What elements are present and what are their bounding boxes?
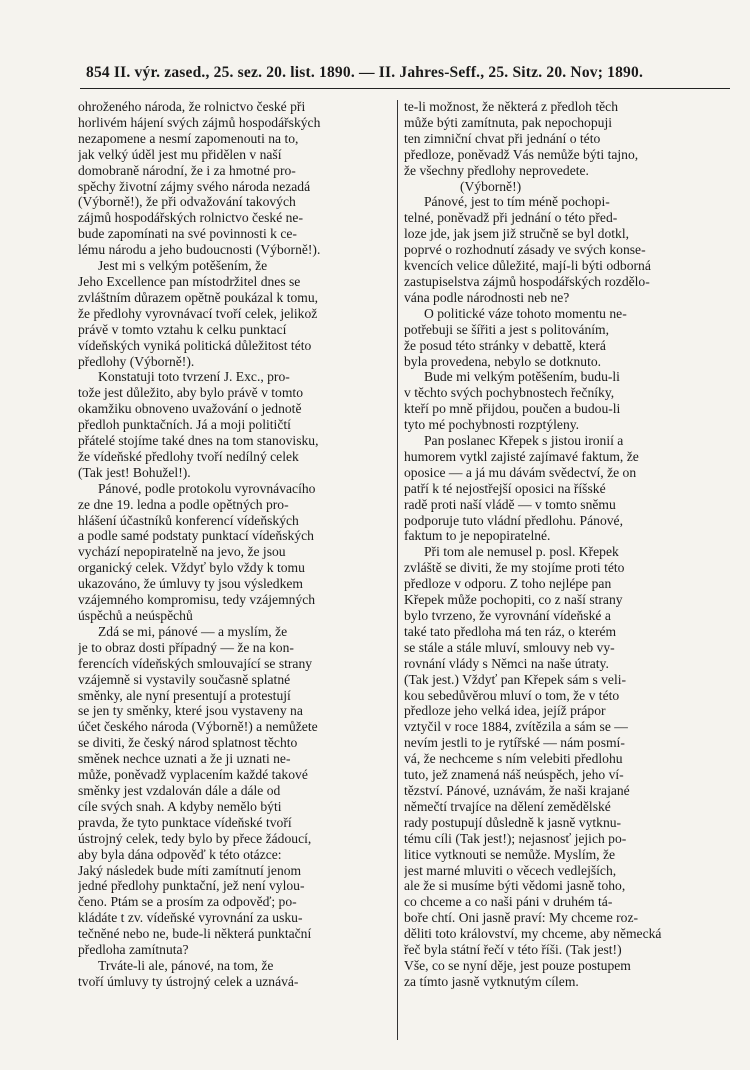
text-line: může, poněvadž vyplacením každé takové — [78, 767, 308, 783]
right-column — [404, 99, 724, 990]
text-line: organický celek. Vždyť bylo vždy k tomu — [78, 560, 305, 576]
text-line: se stále a stále mluví, smlouvy neb vy- — [404, 639, 615, 655]
text-line: pravda, že tyto punktace vídeňské tvoří — [78, 814, 292, 830]
text-line: Pánové, podle protokolu vyrovnávacího — [98, 480, 316, 496]
text-line: tuto, jež znamená náš neúspěch, jeho ví- — [404, 767, 624, 783]
text-line: tože jest důležito, aby bylo právě v tomto — [78, 385, 303, 401]
text-line: oposice — a já mu dávám svědectví, že on — [404, 464, 637, 480]
text-line: (Výborně!) — [460, 178, 522, 194]
text-line: spěchy životní zájmy svého národa nezadá — [78, 178, 311, 194]
text-line: ústrojný celek, tedy bylo by přece žádoucí, — [78, 830, 312, 846]
text-line: kou sebedůvěrou mluví o tom, že v této — [404, 687, 620, 703]
text-line: tyto mé pochybnosti rozptýleny. — [404, 417, 580, 433]
text-line: patří k té nejostřejší oposici na říšské — [404, 480, 606, 496]
text-line: tězství. Pánové, uznávám, že naši krajané — [404, 782, 630, 798]
header-rule — [80, 88, 730, 89]
column-divider — [397, 100, 398, 1040]
text-line: tvoří úmluvy ty ústrojný celek a uznává- — [78, 973, 299, 989]
text-line: zvláštním důrazem opětně poukázal k tomu, — [78, 289, 319, 305]
text-line: bude zapomínati na své povinnosti k ce- — [78, 226, 297, 242]
text-line: Jeho Excellence pan místodržitel dnes se — [78, 273, 301, 289]
text-line: vychází nepopiratelně na jevo, že jsou — [78, 544, 286, 560]
text-line: ale že si musíme býti vědomi jasně toho, — [404, 878, 626, 894]
text-line: jest marné mluviti o věcech vedlejších, — [404, 862, 617, 878]
text-line: vána podle národnosti neb ne? — [404, 289, 570, 305]
text-line: horlivém hájení svých zájmů hospodářských — [78, 114, 321, 130]
text-line: jedné předlohy punktační, jež není vylou- — [78, 878, 305, 894]
text-line: ohroženého národa, že rolnictvo české při — [78, 99, 306, 114]
text-line: co chceme a co naši páni v druhém tá- — [404, 894, 613, 910]
text-line: Pánové, jest to tím méně pochopi- — [424, 194, 610, 210]
text-line: zastupiselstva zájmů hospodářských rozdělo- — [404, 273, 650, 289]
text-line: a podle samé podstaty punktací vídeňských — [78, 528, 314, 544]
text-line: se jen ty směnky, které jsou vystaveny na — [78, 703, 303, 719]
text-line: humorem vytkl zajisté zajímavé faktum, že — [404, 448, 639, 464]
text-line: byla provedena, nebylo se dotknuto. — [404, 353, 602, 369]
text-line: hlášení účastníků konferencí vídeňských — [78, 512, 299, 528]
text-line: aby byla dána odpověď k této otázce: — [78, 846, 282, 862]
text-line: O politické váze tohoto momentu ne- — [424, 305, 627, 321]
text-line: (Tak jest.) Vždyť pan Křepek sám s veli- — [404, 671, 627, 687]
text-line: zvláště se diviti, že my stojíme proti této — [404, 560, 625, 576]
text-line: řeč byla státní řečí v této říši. (Tak jest!) — [404, 942, 622, 958]
text-line: může býti zamítnuta, pak nepochopuji — [404, 114, 613, 130]
text-line: také tato předloha má ten ráz, o kterém — [404, 623, 617, 639]
text-line: předloze jeho velká idea, jejíž prápor — [404, 703, 606, 719]
text-line: (Tak jest! Bohužel!). — [78, 464, 191, 480]
text-line: úspěchů a neúspěchů — [78, 608, 193, 623]
text-line: Vše, co se nyní děje, jest pouze postupem — [404, 957, 631, 973]
text-line: předlohy (Výborně!). — [78, 353, 195, 369]
text-line: směnky, ale nyní presentují a protestují — [78, 687, 291, 703]
text-line: telné, poněvadž při jednání o této před- — [404, 210, 618, 226]
text-line: Křepek může pochopiti, co z naší strany — [404, 592, 623, 608]
text-line: vzájemného kompromisu, tedy vzájemných — [78, 592, 316, 608]
text-line: vzájemně si vystavily současně splatné — [78, 671, 291, 687]
text-line: že vídeňské předlohy tvoří nedílný celek — [78, 448, 299, 464]
text-line: kteří po mně přijdou, poučen a budou-li — [404, 401, 621, 417]
text-line: předloze, poněvadž Vás nemůže býti tajno, — [404, 146, 639, 162]
text-line: ze dne 19. ledna a podle opětných pro- — [78, 496, 289, 512]
text-line: faktum to je nepopiratelné. — [404, 528, 551, 544]
text-line: čeno. Ptám se a prosím za odpověď; po- — [78, 894, 297, 910]
text-line: poprvé o rozhodnutí zásady ve svých konse- — [404, 242, 646, 258]
text-line: Zdá se mi, pánové — a myslím, že — [98, 623, 288, 639]
text-line: te-li možnost, že některá z předloh těch — [404, 99, 619, 114]
text-line: právě v tomto vztahu k celku punktací — [78, 321, 287, 337]
text-line: předloze v odporu. Z toho nejlépe pan — [404, 576, 612, 592]
text-line: nevím jestli to je rytířské — nám posmí- — [404, 735, 625, 751]
text-line: předloha zamítnuta? — [78, 942, 189, 958]
left-column — [78, 99, 388, 990]
text-line: děliti toto království, my chceme, aby německá — [404, 926, 662, 942]
text-line: se diviti, že český národ splatnost těchto — [78, 735, 298, 751]
text-line: Konstatuji toto tvrzení J. Exc., pro- — [98, 369, 290, 385]
text-line: ukazováno, že úmluvy ty jsou výsledkem — [78, 576, 304, 592]
text-line: Trváte-li ale, pánové, na tom, že — [98, 957, 274, 973]
text-line: v těchto svých pochybnostech řečníky, — [404, 385, 615, 401]
text-line: podporuje tuto vládní předlohu. Pánové, — [404, 512, 623, 528]
text-line: domobraně národní, že i za hmotné pro- — [78, 162, 296, 178]
text-line: Při tom ale nemusel p. posl. Křepek — [424, 544, 619, 560]
text-line: jak velký úděl jest mu přidělen v naší — [78, 146, 282, 162]
page-header: 854 II. výr. zased., 25. sez. 20. list. 1890. — II. Jahres-Seff., 25. Sitz. 20. Nov; 1890. — [86, 64, 644, 81]
text-line: předloh punktačních. Já a moji političtí — [78, 417, 291, 433]
text-line: že předlohy vyrovnávací tvoří celek, jelikož — [78, 305, 318, 321]
text-line: litice vytknouti se nemůže. Myslím, že — [404, 846, 616, 862]
text-line: vídeňských vyniká politická důležitost této — [78, 337, 312, 353]
text-line: přátelé stojíme také dnes na tom stanovisku, — [78, 433, 319, 449]
text-line: že všechny předlohy neprovedete. — [404, 162, 589, 178]
text-line: radě proti naší vládě — v tomto sněmu — [404, 496, 616, 512]
text-line: rovnání vlády s Němci na naše útraty. — [404, 655, 609, 671]
text-line: němečtí trvajíce na dělení zemědělské — [404, 798, 611, 814]
text-line: kvencích velice důležité, mají-li býti odborná — [404, 258, 651, 274]
text-line: tému cíli (Tak jest!); nejasnosť jejich po- — [404, 830, 627, 846]
text-line: rady postupují důsledně k jasně vytknu- — [404, 814, 622, 830]
text-line: že posud této stránky v debattě, která — [404, 337, 606, 353]
text-line: boře chtí. Oni jasně praví: My chceme roz- — [404, 910, 639, 926]
text-line: vztyčil v roce 1884, zvítězila a sám se — — [404, 719, 628, 735]
text-line: účet českého národa (Výborně!) a nemůžete — [78, 719, 318, 735]
text-line: vá, že nechceme s ním velebiti předlohu — [404, 751, 623, 767]
text-line: ferencích vídeňských smlouvající se strany — [78, 655, 313, 671]
text-line: je to obraz dosti případný — že na kon- — [78, 639, 294, 655]
text-line: okamžiku obnoveno uvažování o jednotě — [78, 401, 302, 417]
text-line: za tímto jasně vytknutým cílem. — [404, 973, 579, 989]
text-line: tečněné nebo ne, bude-li některá punktační — [78, 926, 312, 942]
text-line: směnek nechce uznati a že ji uznati ne- — [78, 751, 291, 767]
text-line: ten zimniční chvat při jednání o této — [404, 130, 601, 146]
text-line: lému národu a jeho budoucnosti (Výborně!). — [78, 242, 321, 258]
text-line: nezapomene a nesmí zapomenouti na to, — [78, 130, 299, 146]
text-line: Jaký následek bude míti zamítnutí jenom — [78, 862, 302, 878]
text-line: Bude mi velkým potěšením, budu-li — [424, 369, 620, 385]
text-line: kládáte t zv. vídeňské vyrovnání za usku- — [78, 910, 303, 926]
text-line: Jest mi s velkým potěšením, že — [98, 258, 268, 274]
text-line: (Výborně!), že při odvažování takových — [78, 194, 296, 210]
text-line: zájmů hospodářských rolnictvo české ne- — [78, 210, 303, 226]
text-line: potřebuji se šířiti a jest s politováním, — [404, 321, 610, 337]
text-line: loze jde, jak jsem již stručně se byl dotkl, — [404, 226, 629, 242]
text-line: bylo tvrzeno, že vyrovnání vídeňské a — [404, 608, 611, 623]
text-line: směnky jest vzdalován dále a dále od — [78, 782, 281, 798]
text-line: cíle svých snah. A kdyby nemělo býti — [78, 798, 282, 814]
text-line: Pan poslanec Křepek s jistou ironií a — [424, 433, 624, 449]
